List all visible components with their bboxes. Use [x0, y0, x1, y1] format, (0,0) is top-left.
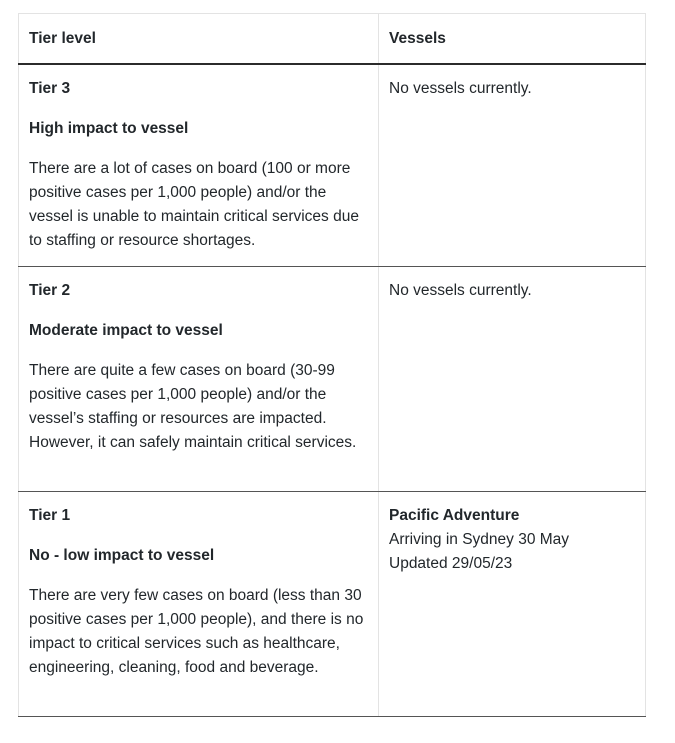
tier-description: There are a lot of cases on board (100 or more positive cases per 1,000 people) and/or the vessel is unable to maintain critical services due to staffing or resource shortages. [29, 159, 359, 249]
tier-impact: Moderate impact to vessel [29, 321, 223, 339]
cruise-tier-table [18, 13, 646, 717]
tier-description: There are quite a few cases on board (30-99 positive cases per 1,000 people) and/or the vessel’s staffing or resources are impacted. However, it can safely maintain critical services. [29, 361, 357, 451]
tier-name: Tier 1 [29, 506, 71, 524]
table-row-tier-2 [19, 266, 646, 491]
tier-name: Tier 2 [29, 281, 71, 299]
header-tier-level: Tier level [19, 14, 379, 64]
vessels-status: No vessels currently. [389, 281, 532, 299]
vessels-cell [379, 491, 646, 716]
tier-impact: High impact to vessel [29, 119, 189, 137]
tier-description: There are very few cases on board (less than 30 positive cases per 1,000 people), and there is no impact to critical services such as healthcare, engineering, cleaning, food and beverage. [29, 586, 364, 676]
vessels-cell [379, 266, 646, 491]
vessel-name: Pacific Adventure [389, 506, 520, 524]
tier-impact: No - low impact to vessel [29, 546, 215, 564]
tier-table-container [18, 13, 645, 717]
vessel-updated: Updated 29/05/23 [389, 554, 513, 572]
vessels-cell [379, 64, 646, 267]
table-header-row [19, 14, 646, 64]
tier-name: Tier 3 [29, 79, 71, 97]
table-row-tier-1 [19, 491, 646, 716]
header-vessels: Vessels [379, 14, 646, 64]
tier-cell [19, 266, 379, 491]
vessel-arrival: Arriving in Sydney 30 May [389, 530, 570, 548]
tier-cell [19, 491, 379, 716]
tier-cell [19, 64, 379, 267]
vessels-status: No vessels currently. [389, 79, 532, 97]
table-row-tier-3 [19, 64, 646, 267]
